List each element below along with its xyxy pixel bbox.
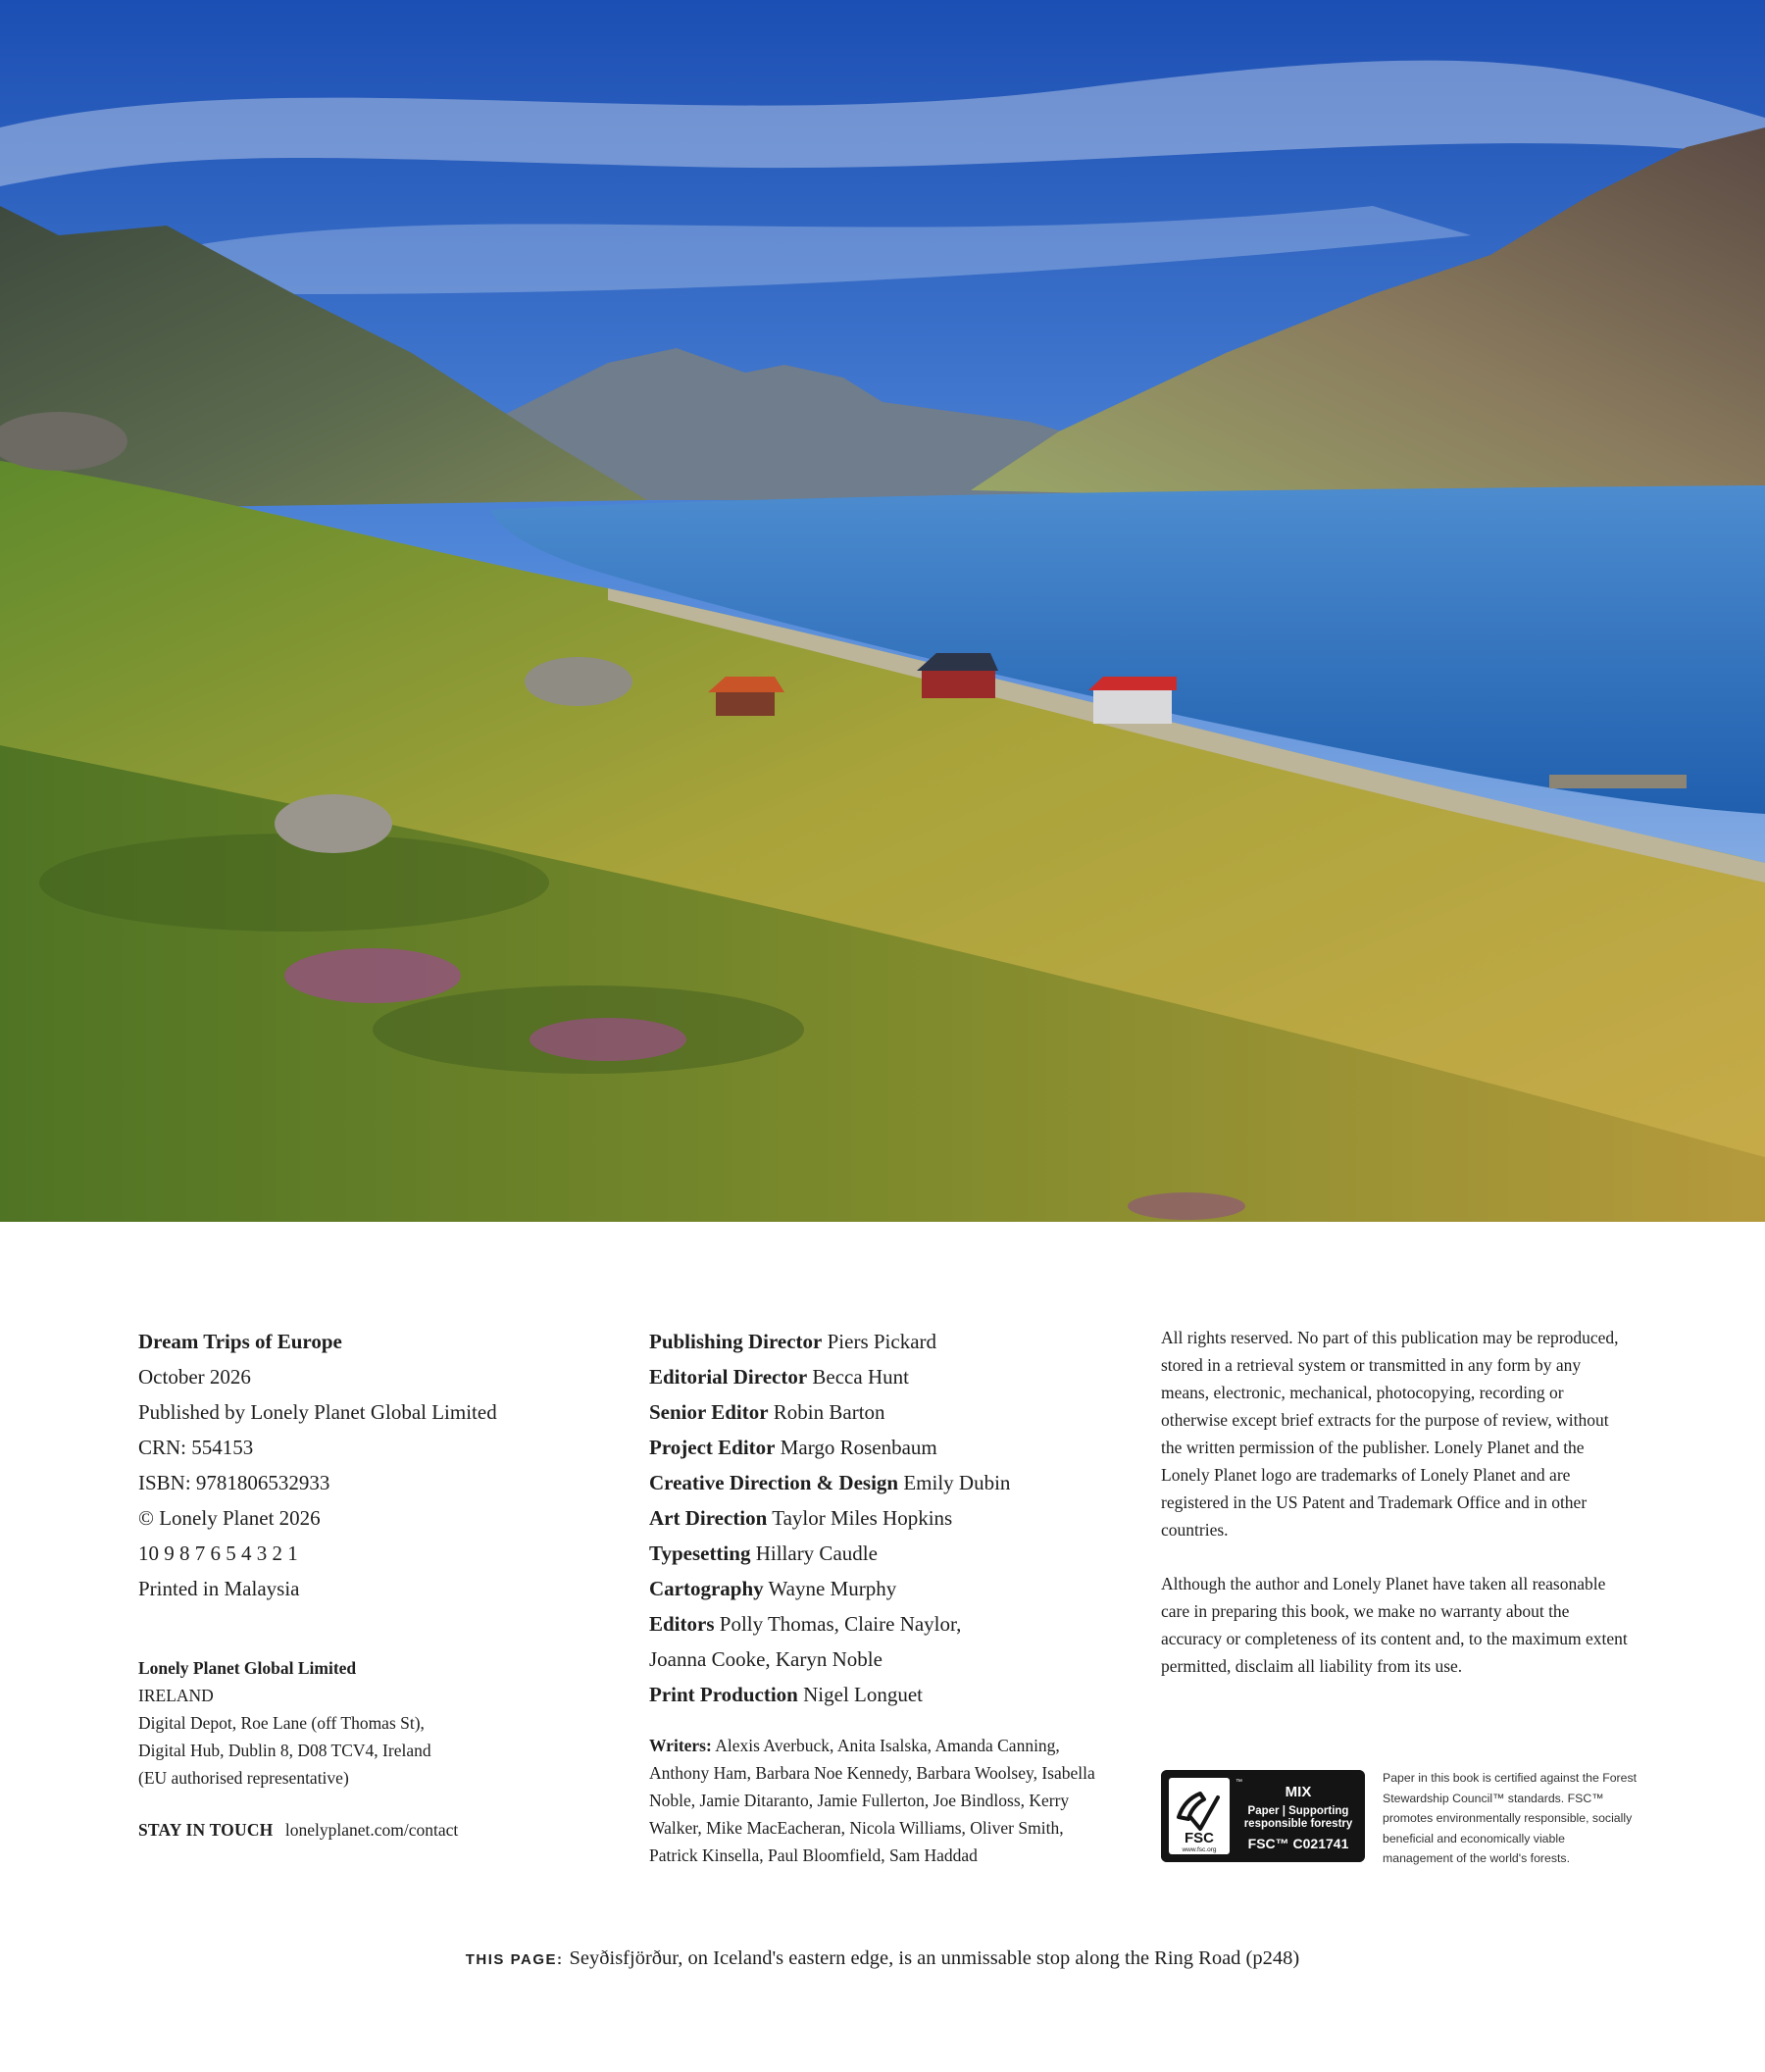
fsc-logo [1161,1770,1365,1862]
stay-in-touch [138,1816,458,1844]
printed-in: Printed in Malaysia [138,1577,300,1600]
contact-link[interactable]: lonelyplanet.com/contact [284,1820,459,1840]
copyright: © Lonely Planet 2026 [138,1506,321,1530]
publication-date: October 2026 [138,1365,251,1389]
isbn: ISBN: 9781806532933 [138,1471,330,1494]
credit-name: Becca Hunt [812,1365,909,1389]
credit-row [649,1324,1110,1359]
stay-in-touch-label: STAY IN TOUCH [138,1820,274,1840]
publisher-address [138,1654,589,1792]
publisher-name: Lonely Planet Global Limited [138,1658,357,1678]
print-run: 10 9 8 7 6 5 4 3 2 1 [138,1541,298,1565]
credit-name: Nigel Longuet [803,1683,924,1706]
disclaimer-paragraph: Although the author and Lonely Planet have taken all reasonable care in preparing this book, we make no warranty about the accuracy or completeness of its content and, to the maximum extent permitted, disclaim all liability from its use. [1161,1574,1628,1676]
credits [649,1324,1110,1712]
credit-row [649,1430,1110,1465]
caption-label: THIS PAGE: [465,1951,564,1968]
credit-row [649,1606,1110,1642]
address-line: Digital Depot, Roe Lane (off Thomas St), [138,1713,425,1733]
fsc-mix: MIX [1285,1784,1312,1800]
address-line: Digital Hub, Dublin 8, D08 TCV4, Ireland [138,1741,431,1760]
fsc-line1: Paper | Supporting [1247,1805,1349,1817]
writers-label: Writers: [649,1736,712,1755]
rights-notice [1161,1324,1632,1706]
credit-name: Robin Barton [773,1400,885,1424]
fsc-note: Paper in this book is certified against the Forest Stewardship Council™ standards. FSC™ promotes environmentally responsible, socially beneficial and economically viable management of the world's forests. [1383,1771,1638,1865]
crn: CRN: 554153 [138,1436,254,1459]
writers-names: Alexis Averbuck, Anita Isalska, Amanda Canning, Anthony Ham, Barbara Noe Kennedy, Barbara Woolsey, Isabella Noble, Jamie Ditaranto, Jamie Fullerton, Joe Bindloss, Kerry Walker, Mike MacEacheran, Nicola Williams, Oliver Smith, Patrick Kinsella, Paul Bloomfield, Sam Haddad [649,1736,1095,1865]
credit-row [649,1677,1110,1712]
credit-role: Senior Editor [649,1400,769,1424]
credit-row [649,1394,1110,1430]
fsc-tm: ™ [1236,1779,1242,1786]
fsc-brand: FSC [1185,1830,1214,1846]
credit-row [649,1642,1110,1677]
address-line: IRELAND [138,1686,214,1705]
credit-name: Hillary Caudle [755,1541,878,1565]
address-line: (EU authorised representative) [138,1768,349,1788]
credit-name: Polly Thomas, Claire Naylor, [719,1612,962,1636]
credit-row [649,1536,1110,1571]
credit-role: Project Editor [649,1436,776,1459]
credit-name: Emily Dubin [903,1471,1011,1494]
credit-row [649,1571,1110,1606]
book-title: Dream Trips of Europe [138,1330,342,1353]
credit-role: Editors [649,1612,715,1636]
credit-row [649,1500,1110,1536]
writers [649,1732,1110,1869]
credit-role: Typesetting [649,1541,751,1565]
photo-caption [0,1947,1765,1970]
fsc-url: www.fsc.org [1182,1846,1217,1853]
fsc-line2: responsible forestry [1243,1818,1353,1830]
credit-role: Editorial Director [649,1365,808,1389]
book-info [138,1324,589,1606]
credit-role: Cartography [649,1577,764,1600]
publisher-line: Published by Lonely Planet Global Limited [138,1400,497,1424]
credit-name: Piers Pickard [827,1330,937,1353]
credit-role: Print Production [649,1683,798,1706]
credit-role: Art Direction [649,1506,768,1530]
credit-role: Creative Direction & Design [649,1471,899,1494]
credit-row [649,1359,1110,1394]
rights-paragraph: All rights reserved. No part of this publication may be reproduced, stored in a retrieval system or transmitted in any form by any means, electronic, mechanical, photocopying, recording or otherwise except brief extracts for the purpose of review, without the written permission of the publisher. Lonely Planet and the Lonely Planet logo are trademarks of Lonely Planet and are registered in the US Patent and Trademark Office and in other countries. [1161,1328,1619,1540]
credit-row [649,1465,1110,1500]
credit-name: Taylor Miles Hopkins [772,1506,953,1530]
caption-text: Seyðisfjörður, on Iceland's eastern edge, is an unmissable stop along the Ring Road (p248) [569,1947,1300,1969]
credit-name: Margo Rosenbaum [780,1436,937,1459]
credit-name: Joanna Cooke, Karyn Noble [649,1647,882,1671]
credit-role: Publishing Director [649,1330,823,1353]
credit-name: Wayne Murphy [768,1577,897,1600]
fsc-code: FSC™ C021741 [1247,1836,1349,1851]
